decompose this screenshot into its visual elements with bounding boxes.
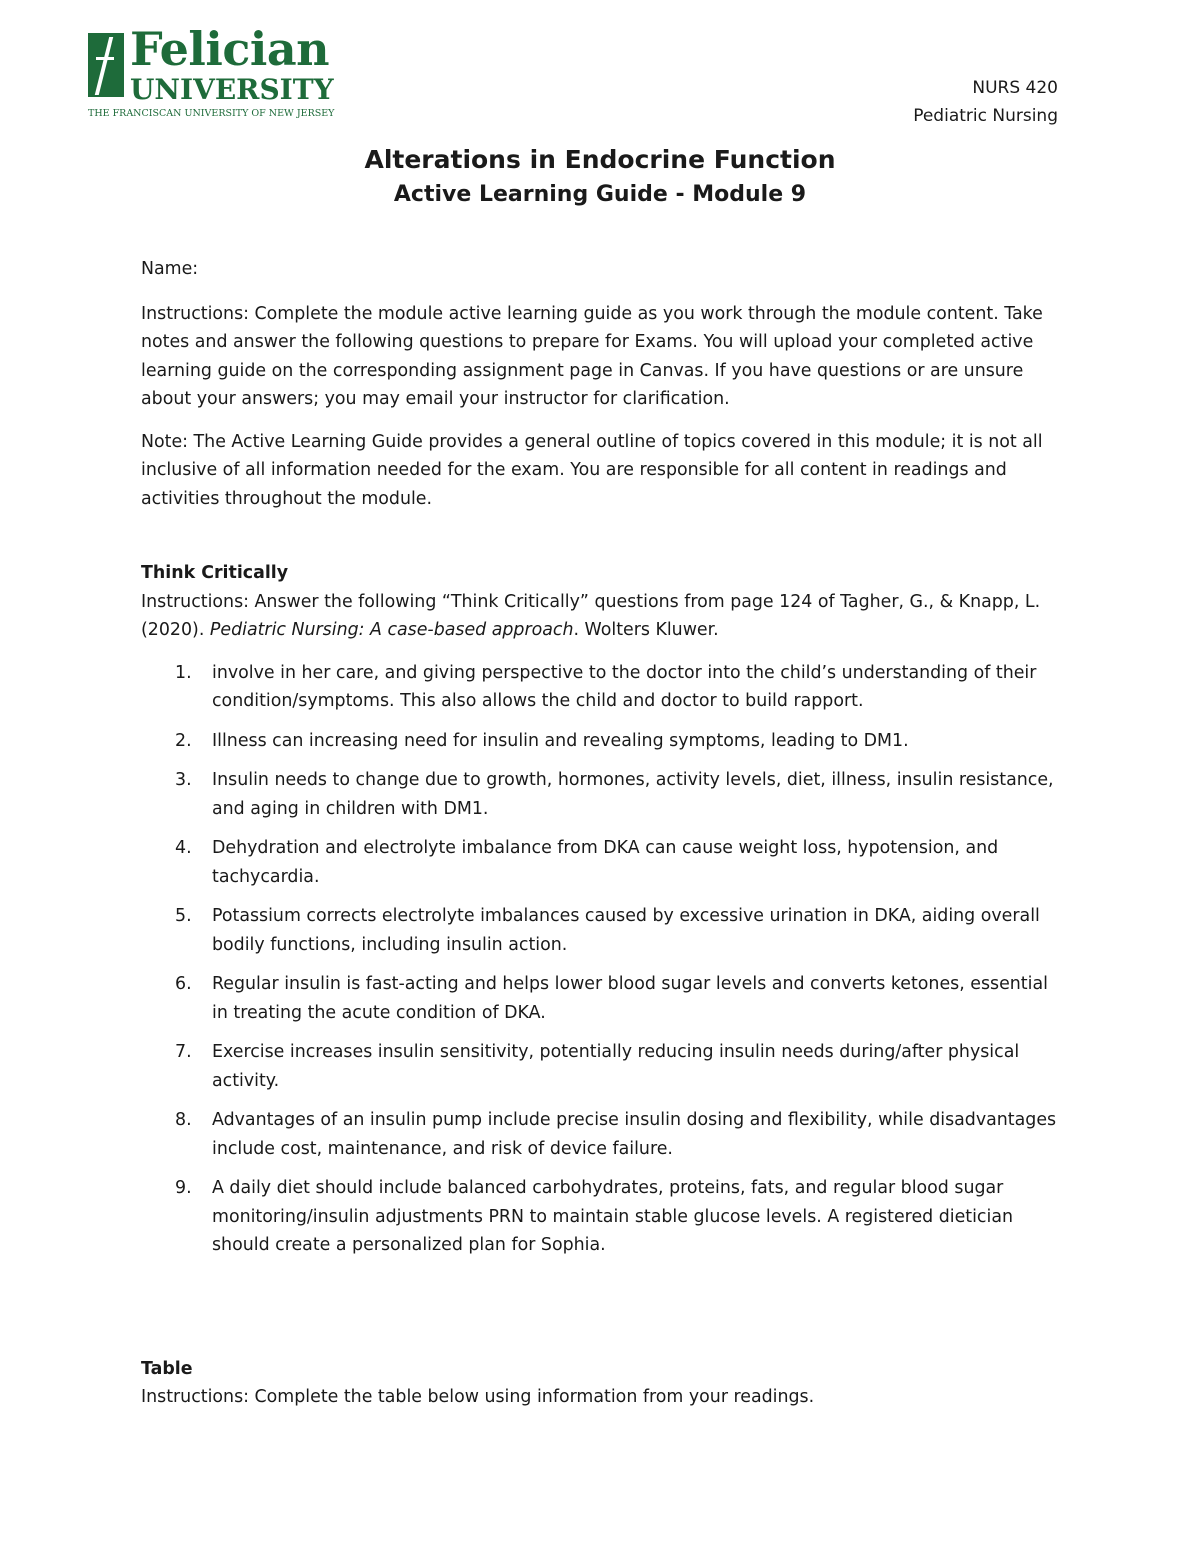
list-item bbox=[141, 1174, 1061, 1260]
list-item bbox=[141, 727, 1061, 756]
book-title: Pediatric Nursing: A case-based approach bbox=[209, 620, 574, 640]
instructions-post: . Wolters Kluwer. bbox=[573, 620, 719, 640]
answers-list bbox=[141, 659, 1061, 1260]
list-number: 1. bbox=[175, 662, 192, 683]
course-info bbox=[913, 74, 1058, 130]
answer-text: Potassium corrects electrolyte imbalances caused by excessive urination in DKA, aiding overall bodily functions, including insulin action. bbox=[212, 906, 1040, 955]
list-number: 5. bbox=[175, 906, 192, 926]
think-critically-instructions bbox=[141, 588, 1061, 645]
answer-text: A daily diet should include balanced carbohydrates, proteins, fats, and regular blood sugar monitoring/insulin adjustments PRN to maintain stable glucose levels. A registered dietician should create a personalized plan for Sophia. bbox=[212, 1178, 1013, 1255]
list-item bbox=[141, 1106, 1061, 1163]
answer-text: Illness can increasing need for insulin and revealing symptoms, leading to DM1. bbox=[212, 730, 909, 751]
document-title bbox=[0, 142, 1200, 212]
think-critically-heading: Think Critically bbox=[141, 563, 289, 583]
list-number: 9. bbox=[175, 1178, 192, 1198]
list-number: 6. bbox=[175, 974, 192, 994]
course-code: NURS 420 bbox=[972, 78, 1058, 98]
logo-tagline: THE FRANCISCAN UNIVERSITY OF NEW JERSEY bbox=[88, 108, 335, 119]
felician-university-logo bbox=[88, 22, 338, 120]
list-number: 7. bbox=[175, 1042, 192, 1062]
list-number: 3. bbox=[175, 770, 192, 790]
table-instructions: Instructions: Complete the table below using information from your readings. bbox=[141, 1387, 815, 1407]
list-item bbox=[141, 766, 1061, 823]
list-item bbox=[141, 1038, 1061, 1095]
list-number: 2. bbox=[175, 730, 192, 751]
answer-text: Exercise increases insulin sensitivity, potentially reducing insulin needs during/after physical activity. bbox=[212, 1042, 1020, 1091]
table-heading: Table bbox=[141, 1358, 193, 1379]
list-number: 8. bbox=[175, 1110, 192, 1130]
list-item bbox=[141, 834, 1061, 891]
answer-text: Dehydration and electrolyte imbalance from DKA can cause weight loss, hypotension, and tachycardia. bbox=[212, 838, 999, 887]
answer-text: Regular insulin is fast-acting and helps lower blood sugar levels and converts ketones, essential in treating the acute condition of DKA. bbox=[212, 974, 1048, 1023]
logo-wordmark: Felician bbox=[130, 22, 330, 76]
instructions-pre: Instructions: Answer the following “Think Critically” questions from page 124 of Tagher, G., & Knapp, L. (2020). bbox=[141, 591, 1041, 640]
answer-text: Insulin needs to change due to growth, hormones, activity levels, diet, illness, insulin resistance, and aging in children with DM1. bbox=[212, 770, 1054, 819]
course-name: Pediatric Nursing bbox=[913, 106, 1058, 126]
logo-mark-icon bbox=[88, 33, 124, 97]
note-paragraph: Note: The Active Learning Guide provides a general outline of topics covered in this module; it is not all inclusive of all information needed for the exam. You are responsible for all content in readings and activities throughout the module. bbox=[141, 431, 1043, 509]
list-item bbox=[141, 659, 1061, 716]
title-main: Alterations in Endocrine Function bbox=[364, 145, 836, 174]
instructions-paragraph: Instructions: Complete the module active learning guide as you work through the module content. Take notes and answer the following questions to prepare for Exams. You will upload your completed active learning guide on the corresponding assignment page in Canvas. If you have questions or are unsure about your answers; you may email your instructor for clarification. bbox=[141, 303, 1043, 409]
document-body bbox=[141, 255, 1061, 1412]
list-item bbox=[141, 902, 1061, 959]
answer-text: Advantages of an insulin pump include precise insulin dosing and flexibility, while disadvantages include cost, maintenance, and risk of device failure. bbox=[212, 1110, 1057, 1159]
logo-university: UNIVERSITY bbox=[130, 73, 334, 106]
name-label: Name: bbox=[141, 259, 199, 279]
list-number: 4. bbox=[175, 838, 192, 858]
title-sub: Active Learning Guide - Module 9 bbox=[393, 182, 807, 207]
list-item bbox=[141, 970, 1061, 1027]
answer-text: involve in her care, and giving perspective to the doctor into the child’s understanding of their condition/symptoms. This also allows the child and doctor to build rapport. bbox=[212, 662, 1037, 711]
